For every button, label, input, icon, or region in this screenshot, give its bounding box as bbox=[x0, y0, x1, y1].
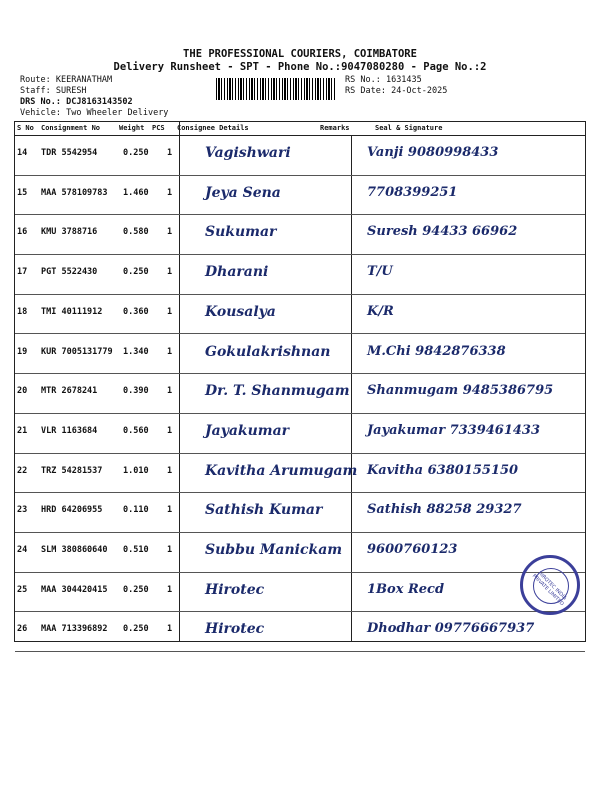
stamp-text: HIROTEC INDIA PRIVATE LIMITED bbox=[530, 570, 568, 608]
cell-consignee: Subbu Manickam bbox=[205, 542, 343, 558]
cell-consignment: TDR 5542954 bbox=[41, 148, 98, 158]
cell-consignment: MAA 713396892 bbox=[41, 624, 108, 635]
cell-pcs: 1 bbox=[167, 584, 173, 595]
cell-weight: 1.340 bbox=[123, 346, 149, 357]
table-row bbox=[15, 175, 585, 216]
cell-pcs: 1 bbox=[167, 624, 173, 635]
table-row bbox=[15, 453, 585, 494]
cell-consignee: Hirotec bbox=[205, 581, 265, 598]
cell-signature: T/U bbox=[367, 264, 393, 280]
cell-sno: 16 bbox=[17, 227, 28, 238]
cell-consignee: Kavitha Arumugam bbox=[205, 462, 358, 479]
col-weight: Weight bbox=[119, 124, 145, 132]
cell-sno: 19 bbox=[17, 346, 28, 357]
cell-pcs: 1 bbox=[167, 465, 173, 476]
cell-weight: 0.110 bbox=[123, 505, 149, 516]
cell-consignment: KUR 7005131779 bbox=[41, 346, 113, 357]
col-consignment: Consignment No bbox=[41, 124, 101, 132]
cell-signature: M.Chi 9842876338 bbox=[367, 343, 506, 359]
rs-no-value: 1631435 bbox=[385, 75, 422, 85]
cell-signature: 7708399251 bbox=[367, 184, 458, 200]
cell-pcs: 1 bbox=[167, 545, 173, 555]
col-remarks: Remarks bbox=[320, 124, 350, 132]
cell-weight: 0.580 bbox=[123, 227, 149, 238]
vehicle-value: Two Wheeler Delivery bbox=[66, 108, 169, 118]
table-row bbox=[15, 254, 585, 295]
cell-weight: 1.010 bbox=[123, 465, 149, 476]
cell-signature: Jayakumar 7339461433 bbox=[367, 422, 541, 438]
col-sno: S No bbox=[17, 124, 34, 132]
cell-consignee: Dharani bbox=[205, 264, 269, 281]
cell-sno: 20 bbox=[17, 386, 28, 397]
cell-sno: 26 bbox=[17, 624, 28, 635]
table-row bbox=[15, 294, 585, 335]
cell-consignment: PGT 5522430 bbox=[41, 267, 98, 278]
cell-signature: K/R bbox=[367, 303, 394, 319]
table-header bbox=[15, 122, 585, 136]
runsheet-table bbox=[14, 121, 586, 642]
cell-weight: 1.460 bbox=[123, 187, 149, 198]
cell-signature: 9600760123 bbox=[367, 542, 458, 557]
cell-consignment: TMI 40111912 bbox=[41, 306, 103, 317]
table-row bbox=[15, 611, 585, 652]
cell-consignment: TRZ 54281537 bbox=[41, 465, 103, 476]
table-row bbox=[15, 532, 585, 573]
route-value: KEERANATHAM bbox=[55, 75, 113, 85]
cell-sno: 22 bbox=[17, 465, 28, 476]
cell-weight: 0.390 bbox=[123, 386, 149, 397]
cell-pcs: 1 bbox=[167, 346, 173, 357]
cell-weight: 0.250 bbox=[123, 584, 149, 595]
cell-weight: 0.250 bbox=[123, 267, 149, 278]
cell-signature: Vanji 9080998433 bbox=[367, 145, 499, 160]
cell-consignment: MAA 578109783 bbox=[41, 187, 108, 198]
cell-consignment: VLR 1163684 bbox=[41, 425, 98, 436]
cell-consignment: MTR 2678241 bbox=[41, 386, 98, 397]
cell-consignee: Jeya Sena bbox=[205, 184, 281, 201]
cell-pcs: 1 bbox=[167, 227, 173, 238]
table-row bbox=[15, 214, 585, 255]
table-row bbox=[15, 572, 585, 613]
cell-signature: Sathish 88258 29327 bbox=[367, 502, 522, 518]
table-row bbox=[15, 373, 585, 414]
cell-pcs: 1 bbox=[167, 187, 173, 198]
rs-no-line: RS No.: 1631435 bbox=[345, 75, 422, 85]
cell-sno: 17 bbox=[17, 267, 28, 278]
cell-weight: 0.510 bbox=[123, 545, 149, 555]
cell-weight: 0.250 bbox=[123, 148, 149, 158]
col-consignee: Consignee Details bbox=[177, 124, 249, 132]
table-row bbox=[15, 413, 585, 454]
cell-consignment: HRD 64206955 bbox=[41, 505, 103, 516]
cell-pcs: 1 bbox=[167, 148, 173, 158]
cell-pcs: 1 bbox=[167, 386, 173, 397]
table-row bbox=[15, 334, 585, 375]
cell-consignee: Sathish Kumar bbox=[205, 502, 323, 519]
cell-weight: 0.250 bbox=[123, 624, 149, 635]
col-signature: Seal & Signature bbox=[375, 124, 443, 132]
cell-signature: Kavitha 6380155150 bbox=[367, 462, 519, 478]
cell-sno: 24 bbox=[17, 545, 28, 555]
drs-line: DRS No.: DCJ8163143502 bbox=[20, 97, 133, 107]
rs-date-line: RS Date: 24-Oct-2025 bbox=[345, 86, 448, 96]
route-line: Route: KEERANATHAM bbox=[20, 75, 113, 85]
cell-sno: 21 bbox=[17, 425, 28, 436]
cell-weight: 0.360 bbox=[123, 306, 149, 317]
cell-pcs: 1 bbox=[167, 505, 173, 516]
cell-consignee: Vagishwari bbox=[205, 145, 291, 161]
barcode bbox=[216, 78, 336, 100]
table-row bbox=[15, 492, 585, 533]
rs-date-value: 24-Oct-2025 bbox=[391, 86, 448, 96]
cell-pcs: 1 bbox=[167, 425, 173, 436]
cell-consignee: Jayakumar bbox=[205, 422, 290, 439]
cell-pcs: 1 bbox=[167, 306, 173, 317]
cell-sno: 23 bbox=[17, 505, 28, 516]
cell-consignment: SLM 380860640 bbox=[41, 545, 108, 555]
cell-signature: Dhodhar 09776667937 bbox=[367, 621, 535, 637]
cell-consignment: MAA 304420415 bbox=[41, 584, 108, 595]
cell-consignee: Gokulakrishnan bbox=[205, 343, 331, 360]
cell-sno: 14 bbox=[17, 148, 28, 158]
cell-consignee: Hirotec bbox=[205, 621, 265, 638]
cell-signature: 1Box Recd bbox=[367, 581, 445, 597]
company-stamp bbox=[520, 555, 580, 615]
cell-consignment: KMU 3788716 bbox=[41, 227, 98, 238]
cell-pcs: 1 bbox=[167, 267, 173, 278]
cell-sno: 18 bbox=[17, 306, 28, 317]
cell-consignee: Dr. T. Shanmugam bbox=[205, 383, 350, 400]
cell-signature: Shanmugam 9485386795 bbox=[367, 383, 554, 399]
cell-weight: 0.560 bbox=[123, 425, 149, 436]
cell-consignee: Kousalya bbox=[205, 303, 276, 320]
cell-consignee: Sukumar bbox=[205, 224, 277, 241]
runsheet-title: THE PROFESSIONAL COURIERS, COIMBATORE bbox=[183, 48, 417, 60]
cell-sno: 15 bbox=[17, 187, 28, 198]
staff-value: SURESH bbox=[55, 86, 87, 96]
staff-line: Staff: SURESH bbox=[20, 86, 87, 96]
table-row bbox=[15, 135, 585, 176]
runsheet-subtitle: Delivery Runsheet - SPT - Phone No.:9047080280 - Page No.:2 bbox=[113, 61, 487, 73]
drs-value: DCJ8163143502 bbox=[66, 97, 133, 107]
col-pcs: PCS bbox=[152, 124, 165, 132]
cell-sno: 25 bbox=[17, 584, 28, 595]
vehicle-line: Vehicle: Two Wheeler Delivery bbox=[20, 108, 169, 118]
cell-signature: Suresh 94433 66962 bbox=[367, 224, 518, 240]
